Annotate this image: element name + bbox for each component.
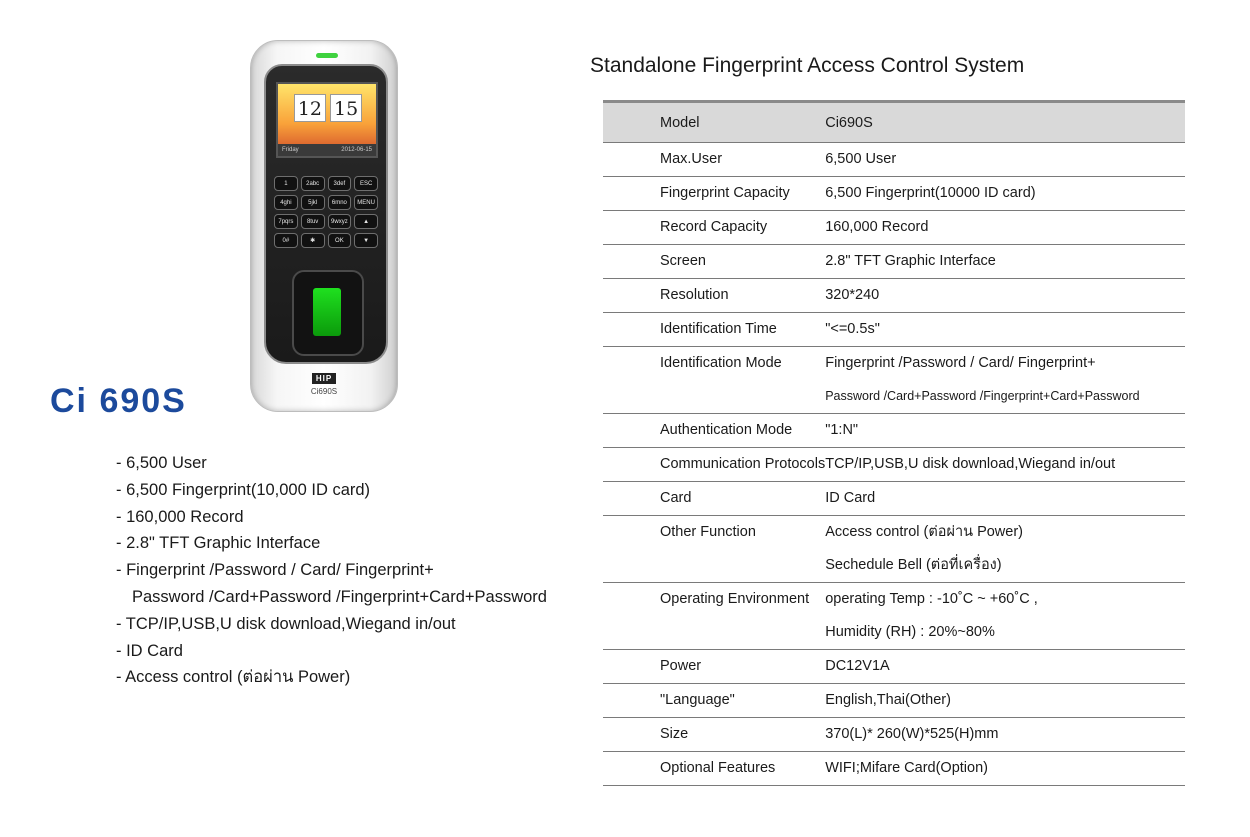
spec-label-text: Screen — [660, 253, 706, 269]
spec-row — [603, 313, 1185, 347]
spec-value — [825, 347, 1185, 414]
keypad-key: 2abc — [301, 176, 325, 191]
spec-value — [825, 752, 1185, 786]
keypad-key: MENU — [354, 195, 378, 210]
spec-value-line: 2.8" TFT Graphic Interface — [825, 253, 996, 269]
spec-value-line: 6,500 User — [825, 151, 897, 167]
screen-status-bar — [278, 144, 376, 156]
spec-table-body — [603, 143, 1185, 786]
clock-minutes: 15 — [330, 94, 362, 122]
spec-row — [603, 650, 1185, 684]
keypad-key: ESC — [354, 176, 378, 191]
spec-row — [603, 414, 1185, 448]
spec-value — [825, 279, 1185, 313]
feature-item: - TCP/IP,USB,U disk download,Wiegand in/out — [116, 614, 456, 633]
fingerprint-sensor-glass — [313, 288, 341, 336]
keypad-key: 0# — [274, 233, 298, 248]
spec-row — [603, 279, 1185, 313]
spec-value — [825, 650, 1185, 684]
screen-status-left: Friday — [282, 147, 299, 153]
spec-label — [603, 414, 825, 448]
feature-item: - 6,500 User — [116, 454, 207, 472]
spec-value-line: 320*240 — [825, 287, 880, 303]
keypad — [274, 176, 378, 248]
spec-row — [603, 177, 1185, 211]
feature-item: - 6,500 Fingerprint(10,000 ID card) — [116, 480, 371, 499]
spec-label — [603, 347, 825, 414]
clock-hours: 12 — [294, 94, 326, 122]
spec-label-text: Operating Environment — [660, 591, 810, 607]
spec-header-value: Ci690S — [825, 102, 1185, 143]
spec-value-line: "<=0.5s" — [825, 321, 880, 337]
keypad-key: 5jkl — [301, 195, 325, 210]
feature-item: - ID Card — [116, 641, 183, 660]
keypad-key: ▲ — [354, 214, 378, 229]
spec-label-text: Authentication Mode — [660, 422, 793, 438]
spec-value-line: TCP/IP,USB,U disk download,Wiegand in/out — [825, 456, 1116, 472]
spec-value — [825, 211, 1185, 245]
keypad-key: 3def — [328, 176, 352, 191]
spec-value — [825, 143, 1185, 177]
spec-label-text: Optional Features — [660, 760, 776, 776]
spec-label-text: Fingerprint Capacity — [660, 185, 790, 201]
spec-label — [603, 143, 825, 177]
spec-label — [603, 650, 825, 684]
spec-value-line: Password /Card+Password /Fingerprint+Card+Password — [825, 389, 1140, 403]
spec-label-text: Power — [660, 658, 702, 674]
feature-item: - 2.8" TFT Graphic Interface — [116, 534, 321, 553]
brand-logo: HIP — [312, 373, 336, 384]
spec-value-line: English,Thai(Other) — [825, 692, 951, 708]
spec-value-line: Humidity (RH) : 20%~80% — [825, 624, 995, 640]
screen-clock — [292, 94, 364, 122]
spec-value — [825, 414, 1185, 448]
feature-item-continuation: Password /Card+Password /Fingerprint+Card+Password — [132, 587, 547, 606]
spec-value-line: operating Temp : -10˚C ~ +60˚C , — [825, 591, 1038, 607]
spec-label-text: Other Function — [660, 524, 756, 540]
keypad-key: ▼ — [354, 233, 378, 248]
keypad-key: 4ghi — [274, 195, 298, 210]
spec-label — [603, 516, 825, 583]
spec-value-line: 370(L)* 260(W)*525(H)mm — [825, 726, 999, 742]
spec-row — [603, 718, 1185, 752]
keypad-key: 8tuv — [301, 214, 325, 229]
spec-label — [603, 684, 825, 718]
spec-row — [603, 347, 1185, 414]
spec-value-line: 6,500 Fingerprint(10000 ID card) — [825, 185, 1036, 201]
spec-value — [825, 448, 1185, 482]
spec-label-text: Resolution — [660, 287, 729, 303]
spec-label — [603, 752, 825, 786]
keypad-key: 1 — [274, 176, 298, 191]
spec-header-label: Model — [603, 102, 825, 143]
spec-value-line: Access control (ต่อผ่าน Power) — [825, 524, 1023, 540]
spec-title: Standalone Fingerprint Access Control System — [590, 54, 1025, 77]
spec-value — [825, 718, 1185, 752]
spec-label-text: Identification Mode — [660, 355, 782, 371]
device-model-label: Ci690S — [310, 387, 338, 396]
spec-value-line: Sechedule Bell (ต่อที่เครื่อง) — [825, 557, 1002, 573]
keypad-key: 9wxyz — [328, 214, 352, 229]
spec-value — [825, 516, 1185, 583]
spec-row — [603, 482, 1185, 516]
fingerprint-sensor — [292, 270, 364, 356]
spec-label — [603, 177, 825, 211]
spec-value — [825, 245, 1185, 279]
spec-value-line: "1:N" — [825, 422, 859, 438]
keypad-key: ✱ — [301, 233, 325, 248]
keypad-key: 7pqrs — [274, 214, 298, 229]
spec-row — [603, 583, 1185, 650]
spec-row — [603, 211, 1185, 245]
model-title: Ci 690S — [50, 382, 187, 420]
spec-row — [603, 684, 1185, 718]
spec-value-line: DC12V1A — [825, 658, 890, 674]
spec-label — [603, 583, 825, 650]
spec-row — [603, 752, 1185, 786]
spec-value — [825, 583, 1185, 650]
keypad-key: OK — [328, 233, 352, 248]
spec-value — [825, 684, 1185, 718]
feature-item: - 160,000 Record — [116, 507, 244, 526]
spec-label-text: Identification Time — [660, 321, 777, 337]
spec-label-text: Communication Protocols — [660, 456, 826, 472]
status-led — [316, 53, 338, 58]
keypad-key: 6mno — [328, 195, 352, 210]
spec-value — [825, 482, 1185, 516]
spec-table — [603, 100, 1185, 786]
device-screen — [276, 82, 378, 158]
spec-label-text: Max.User — [660, 151, 723, 167]
spec-label — [603, 448, 825, 482]
spec-label — [603, 245, 825, 279]
spec-row — [603, 516, 1185, 583]
spec-label — [603, 718, 825, 752]
spec-label-text: Size — [660, 726, 689, 742]
spec-value — [825, 177, 1185, 211]
spec-value-line: Fingerprint /Password / Card/ Fingerprint+ — [825, 355, 1096, 371]
spec-row — [603, 143, 1185, 177]
spec-value-line: ID Card — [825, 490, 876, 506]
device-image — [250, 40, 398, 412]
spec-header-row — [603, 102, 1185, 143]
feature-item: - Fingerprint /Password / Card/ Fingerprint+ — [116, 561, 434, 580]
spec-label-text: Record Capacity — [660, 219, 768, 235]
spec-label — [603, 313, 825, 347]
feature-item: - Access control (ต่อผ่าน Power) — [116, 668, 351, 687]
spec-label-text: Card — [660, 490, 692, 506]
spec-label — [603, 279, 825, 313]
spec-value-line: 160,000 Record — [825, 219, 929, 235]
spec-value-line: WIFI;Mifare Card(Option) — [825, 760, 988, 776]
spec-row — [603, 448, 1185, 482]
screen-status-right: 2012-06-15 — [341, 147, 372, 153]
device-face — [264, 64, 388, 364]
spec-label — [603, 482, 825, 516]
spec-label — [603, 211, 825, 245]
spec-row — [603, 245, 1185, 279]
spec-value — [825, 313, 1185, 347]
feature-list — [116, 450, 547, 691]
spec-label-text: "Language" — [660, 692, 735, 708]
